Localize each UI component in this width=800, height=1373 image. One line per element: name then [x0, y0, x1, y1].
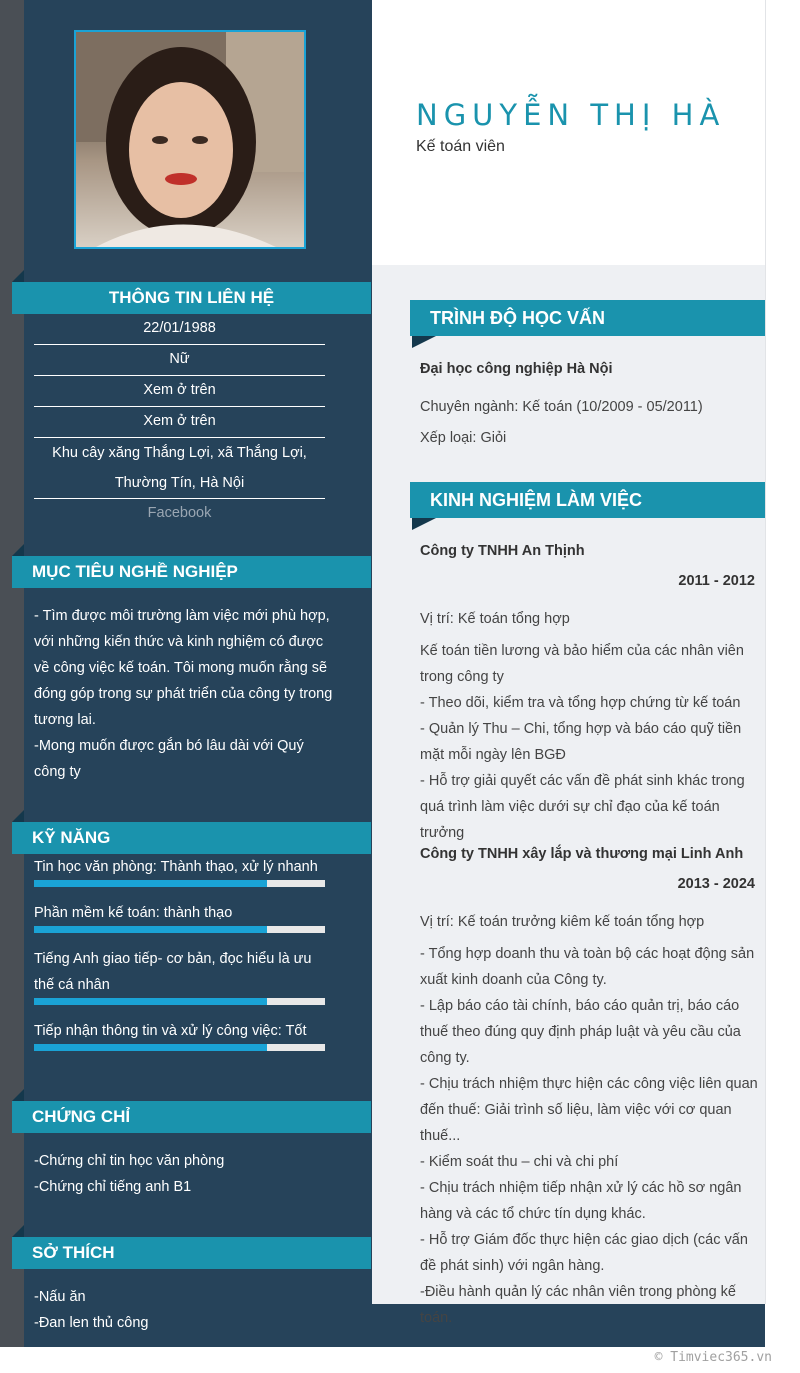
- certificate-item: -Chứng chỉ tin học văn phòng: [34, 1153, 225, 1169]
- skill-bar-fill: [34, 880, 267, 887]
- duty-item: Kế toán tiền lương và bảo hiểm của các nhân viên trong công ty: [420, 643, 744, 685]
- contact-birthday: 22/01/1988: [143, 320, 216, 336]
- skill-bar: [34, 880, 325, 887]
- job-period: 2011 - 2012: [678, 573, 755, 589]
- education-grade: Xếp loại: Giỏi: [420, 430, 507, 446]
- duty-item: - Lập báo cáo tài chính, báo cáo quản trị, báo cáo thuế theo đúng quy định pháp luật và yêu cầu của công ty.: [420, 998, 741, 1066]
- hobbies-heading: SỞ THÍCH: [12, 1237, 371, 1269]
- skill-bar-fill: [34, 998, 267, 1005]
- main-right-border: [765, 0, 766, 1304]
- header-fold: [12, 810, 24, 822]
- header-fold: [412, 336, 436, 348]
- hobbies-list: [34, 1284, 339, 1336]
- contact-gender: Nữ: [169, 351, 190, 367]
- candidate-name: NGUYỄN THỊ HÀ: [416, 98, 726, 132]
- divider: [34, 344, 325, 345]
- certificate-item: -Chứng chỉ tiếng anh B1: [34, 1179, 192, 1195]
- header-fold: [12, 1089, 24, 1101]
- objective-heading: MỤC TIÊU NGHỀ NGHIỆP: [12, 556, 371, 588]
- duty-item: - Hỗ trợ Giám đốc thực hiện các giao dịch (các vấn đề phát sinh) với ngân hàng.: [420, 1232, 748, 1274]
- divider: [34, 498, 325, 499]
- contact-phone: Xem ở trên: [143, 382, 216, 398]
- job-position: Vị trí: Kế toán trưởng kiêm kế toán tổng hợp: [420, 914, 705, 930]
- duty-item: - Chịu trách nhiệm thực hiện các công việc liên quan đến thuế: Giải trình số liệu, làm việc với cơ quan thuế...: [420, 1076, 758, 1144]
- duty-item: - Tổng hợp doanh thu và toàn bộ các hoạt động sản xuất kinh doanh của Công ty.: [420, 946, 755, 988]
- contact-heading: THÔNG TIN LIÊN HỆ: [12, 282, 371, 314]
- job-duties: [420, 941, 760, 1331]
- education-major: Chuyên ngành: Kế toán (10/2009 - 05/2011): [420, 399, 703, 415]
- hobby-item: -Đan len thủ công: [34, 1315, 149, 1331]
- left-edge-strip: [0, 0, 24, 1347]
- contact-address: Khu cây xăng Thắng Lợi, xã Thắng Lợi, Thường Tín, Hà Nội: [52, 445, 307, 491]
- job-company: Công ty TNHH An Thịnh: [420, 543, 585, 559]
- divider: [34, 375, 325, 376]
- header-fold: [12, 270, 24, 282]
- objective-paragraph: -Mong muốn được gắn bó lâu dài với Quý công ty: [34, 738, 304, 780]
- job-company: Công ty TNHH xây lắp và thương mại Linh Anh: [420, 846, 744, 862]
- duty-item: - Chịu trách nhiệm tiếp nhận xử lý các hồ sơ ngân hàng và các tổ chức tín dụng khác.: [420, 1180, 742, 1222]
- skills-heading: KỸ NĂNG: [12, 822, 371, 854]
- objective-text: [34, 603, 339, 785]
- skill-bar: [34, 998, 325, 1005]
- skill-bar: [34, 926, 325, 933]
- skill-label: Tin học văn phòng: Thành thạo, xử lý nhanh: [34, 859, 318, 875]
- hobby-item: -Nấu ăn: [34, 1289, 86, 1305]
- skill-bar: [34, 1044, 325, 1051]
- experience-heading: KINH NGHIỆM LÀM VIỆC: [410, 482, 765, 518]
- job-period: 2013 - 2024: [677, 876, 755, 892]
- skill-label: Tiếng Anh giao tiếp- cơ bản, đọc hiểu là ưu thế cá nhân: [34, 951, 312, 993]
- job-duties: [420, 638, 760, 846]
- copyright-text: © Timviec365.vn: [654, 1350, 772, 1365]
- objective-paragraph: - Tìm được môi trường làm việc mới phù hợp, với những kiến thức và kinh nghiệm có được về công việc kế toán. Tôi mong muốn rằng sẽ đóng góp trong sự phát triển của công ty trong tương lai.: [34, 608, 333, 728]
- duty-item: - Quản lý Thu – Chi, tổng hợp và báo cáo quỹ tiền mặt mỗi ngày lên BGĐ: [420, 721, 742, 763]
- header-fold: [412, 518, 436, 530]
- skill-bar-fill: [34, 1044, 267, 1051]
- candidate-job-title: Kế toán viên: [416, 138, 505, 155]
- contact-facebook-link[interactable]: Facebook: [147, 505, 212, 521]
- duty-item: - Hỗ trợ giải quyết các vấn đề phát sinh khác trong quá trình làm việc dưới sự chỉ đạo của kế toán trưởng: [420, 773, 745, 841]
- job-position: Vị trí: Kế toán tổng hợp: [420, 611, 570, 627]
- duty-item: - Kiểm soát thu – chi và chi phí: [420, 1154, 619, 1170]
- header-fold: [12, 544, 24, 556]
- certificates-list: [34, 1148, 339, 1200]
- education-heading: TRÌNH ĐỘ HỌC VẤN: [410, 300, 765, 336]
- duty-item: - Theo dõi, kiểm tra và tổng hợp chứng từ kế toán: [420, 695, 741, 711]
- skill-label: Tiếp nhận thông tin và xử lý công việc: Tốt: [34, 1023, 307, 1039]
- profile-photo: [74, 30, 306, 249]
- header-fold: [12, 1225, 24, 1237]
- contact-email: Xem ở trên: [143, 413, 216, 429]
- divider: [34, 406, 325, 407]
- education-school: Đại học công nghiệp Hà Nội: [420, 361, 613, 377]
- skill-bar-fill: [34, 926, 267, 933]
- duty-item: -Điều hành quản lý các nhân viên trong phòng kế toán.: [420, 1284, 736, 1326]
- skill-label: Phần mềm kế toán: thành thạo: [34, 905, 233, 921]
- certificates-heading: CHỨNG CHỈ: [12, 1101, 371, 1133]
